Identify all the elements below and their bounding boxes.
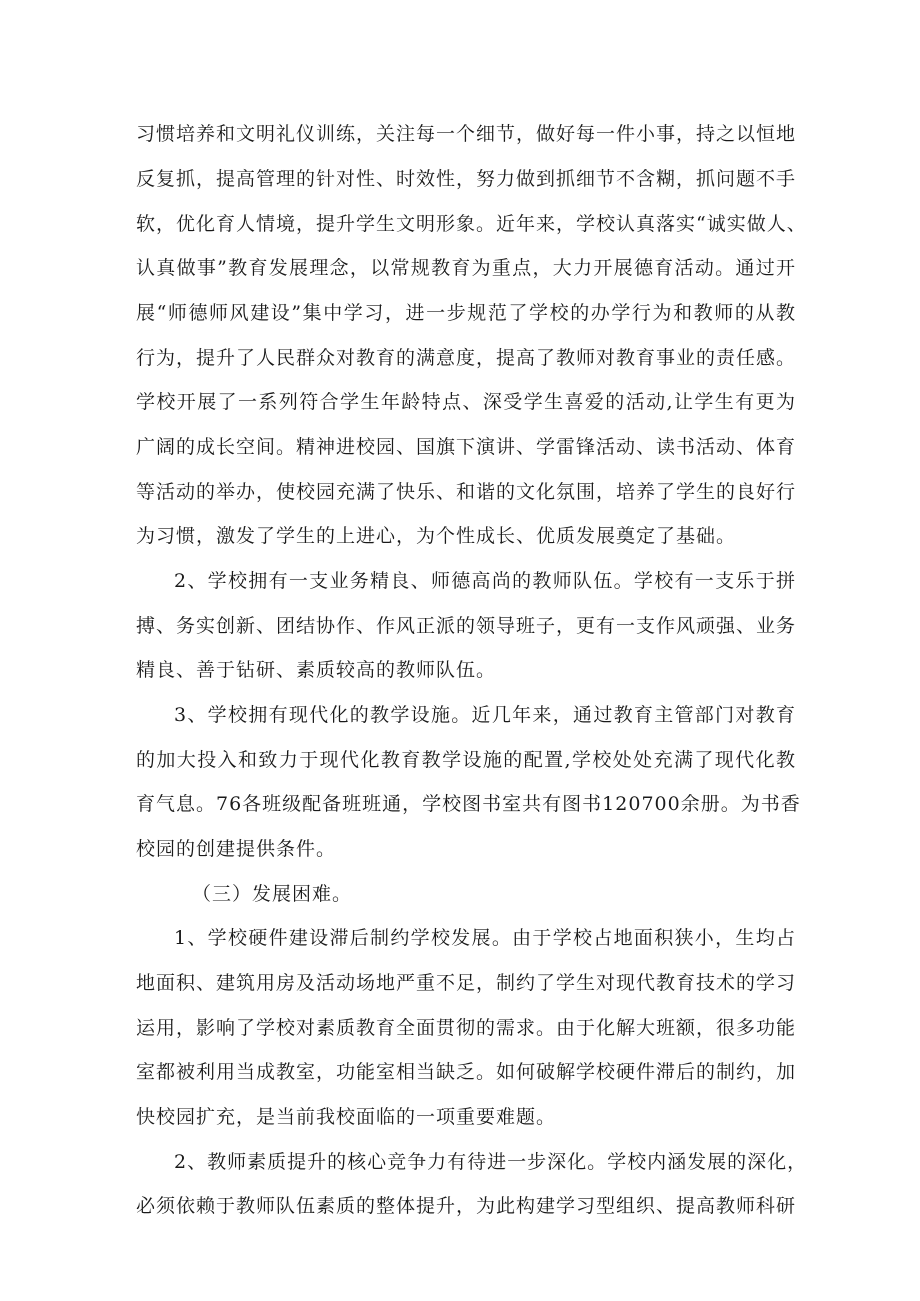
text-line: 软，优化育人情境，提升学生文明形象。近年来，学校认真落实“诚实做人、 (136, 213, 807, 235)
text-line: 认真做事”教育发展理念，以常规教育为重点，大力开展德育活动。通过开 (136, 257, 796, 279)
text-line: 搏、务实创新、团结协作、作风正派的领导班子，更有一支作风顽强、业务 (136, 615, 797, 637)
paragraph-first-line: 2、学校拥有一支业务精良、师德高尚的教师队伍。学校有一支乐于拼 (174, 570, 796, 592)
paragraph-first-line: 1、学校硬件建设滞后制约学校发展。由于学校占地面积狭小，生均占 (174, 927, 796, 949)
paragraph-last-line: 快校园扩充，是当前我校面临的一项重要难题。 (136, 1106, 557, 1128)
text-line: 必须依赖于教师队伍素质的整体提升，为此构建学习型组织、提高教师科研 (136, 1195, 797, 1217)
text-line: 运用，影响了学校对素质教育全面贯彻的需求。由于化解大班额，很多功能 (136, 1017, 797, 1039)
text-line: 展“师德师风建设”集中学习，进一步规范了学校的办学行为和教师的从教 (136, 302, 796, 324)
paragraph-last-line: 精良、善于钻研、素质较高的教师队伍。 (136, 659, 497, 681)
text-line: 等活动的举办，使校园充满了快乐、和谐的文化氛围，培养了学生的良好行 (136, 481, 797, 503)
paragraph-last-line: 校园的创建提供条件。 (136, 838, 337, 860)
text-line: 反复抓，提高管理的针对性、时效性，努力做到抓细节不含糊，抓问题不手 (136, 168, 797, 190)
text-line: 室都被利用当成教室，功能室相当缺乏。如何破解学校硬件滞后的制约，加 (136, 1061, 797, 1083)
paragraph-first-line: 3、学校拥有现代化的教学设施。近几年来，通过教育主管部门对教育 (174, 704, 796, 726)
paragraph-first-line: 2、教师素质提升的核心竞争力有待进一步深化。学校内涵发展的深化， (174, 1151, 808, 1173)
text-line: 行为，提升了人民群众对教育的满意度，提高了教师对教育事业的责任感。 (136, 347, 797, 369)
section-heading: （三）发展困难。 (192, 883, 353, 905)
text-line: 育气息。76各班级配备班班通，学校图书室共有图书120700余册。为书香 (136, 793, 801, 815)
text-line: 学校开展了一系列符合学生年龄特点、深受学生喜爱的活动,让学生有更为 (136, 391, 796, 413)
text-line: 的加大投入和致力于现代化教育教学设施的配置,学校处处充满了现代化教 (136, 749, 796, 771)
text-line: 地面积、建筑用房及活动场地严重不足，制约了学生对现代教育技术的学习 (136, 972, 797, 994)
text-line: 习惯培养和文明礼仪训练，关注每一个细节，做好每一件小事，持之以恒地 (136, 123, 797, 145)
paragraph-last-line: 为习惯，激发了学生的上进心，为个性成长、优质发展奠定了基础。 (136, 525, 737, 547)
text-line: 广阔的成长空间。精神进校园、国旗下演讲、学雷锋活动、读书活动、体育 (136, 436, 797, 458)
